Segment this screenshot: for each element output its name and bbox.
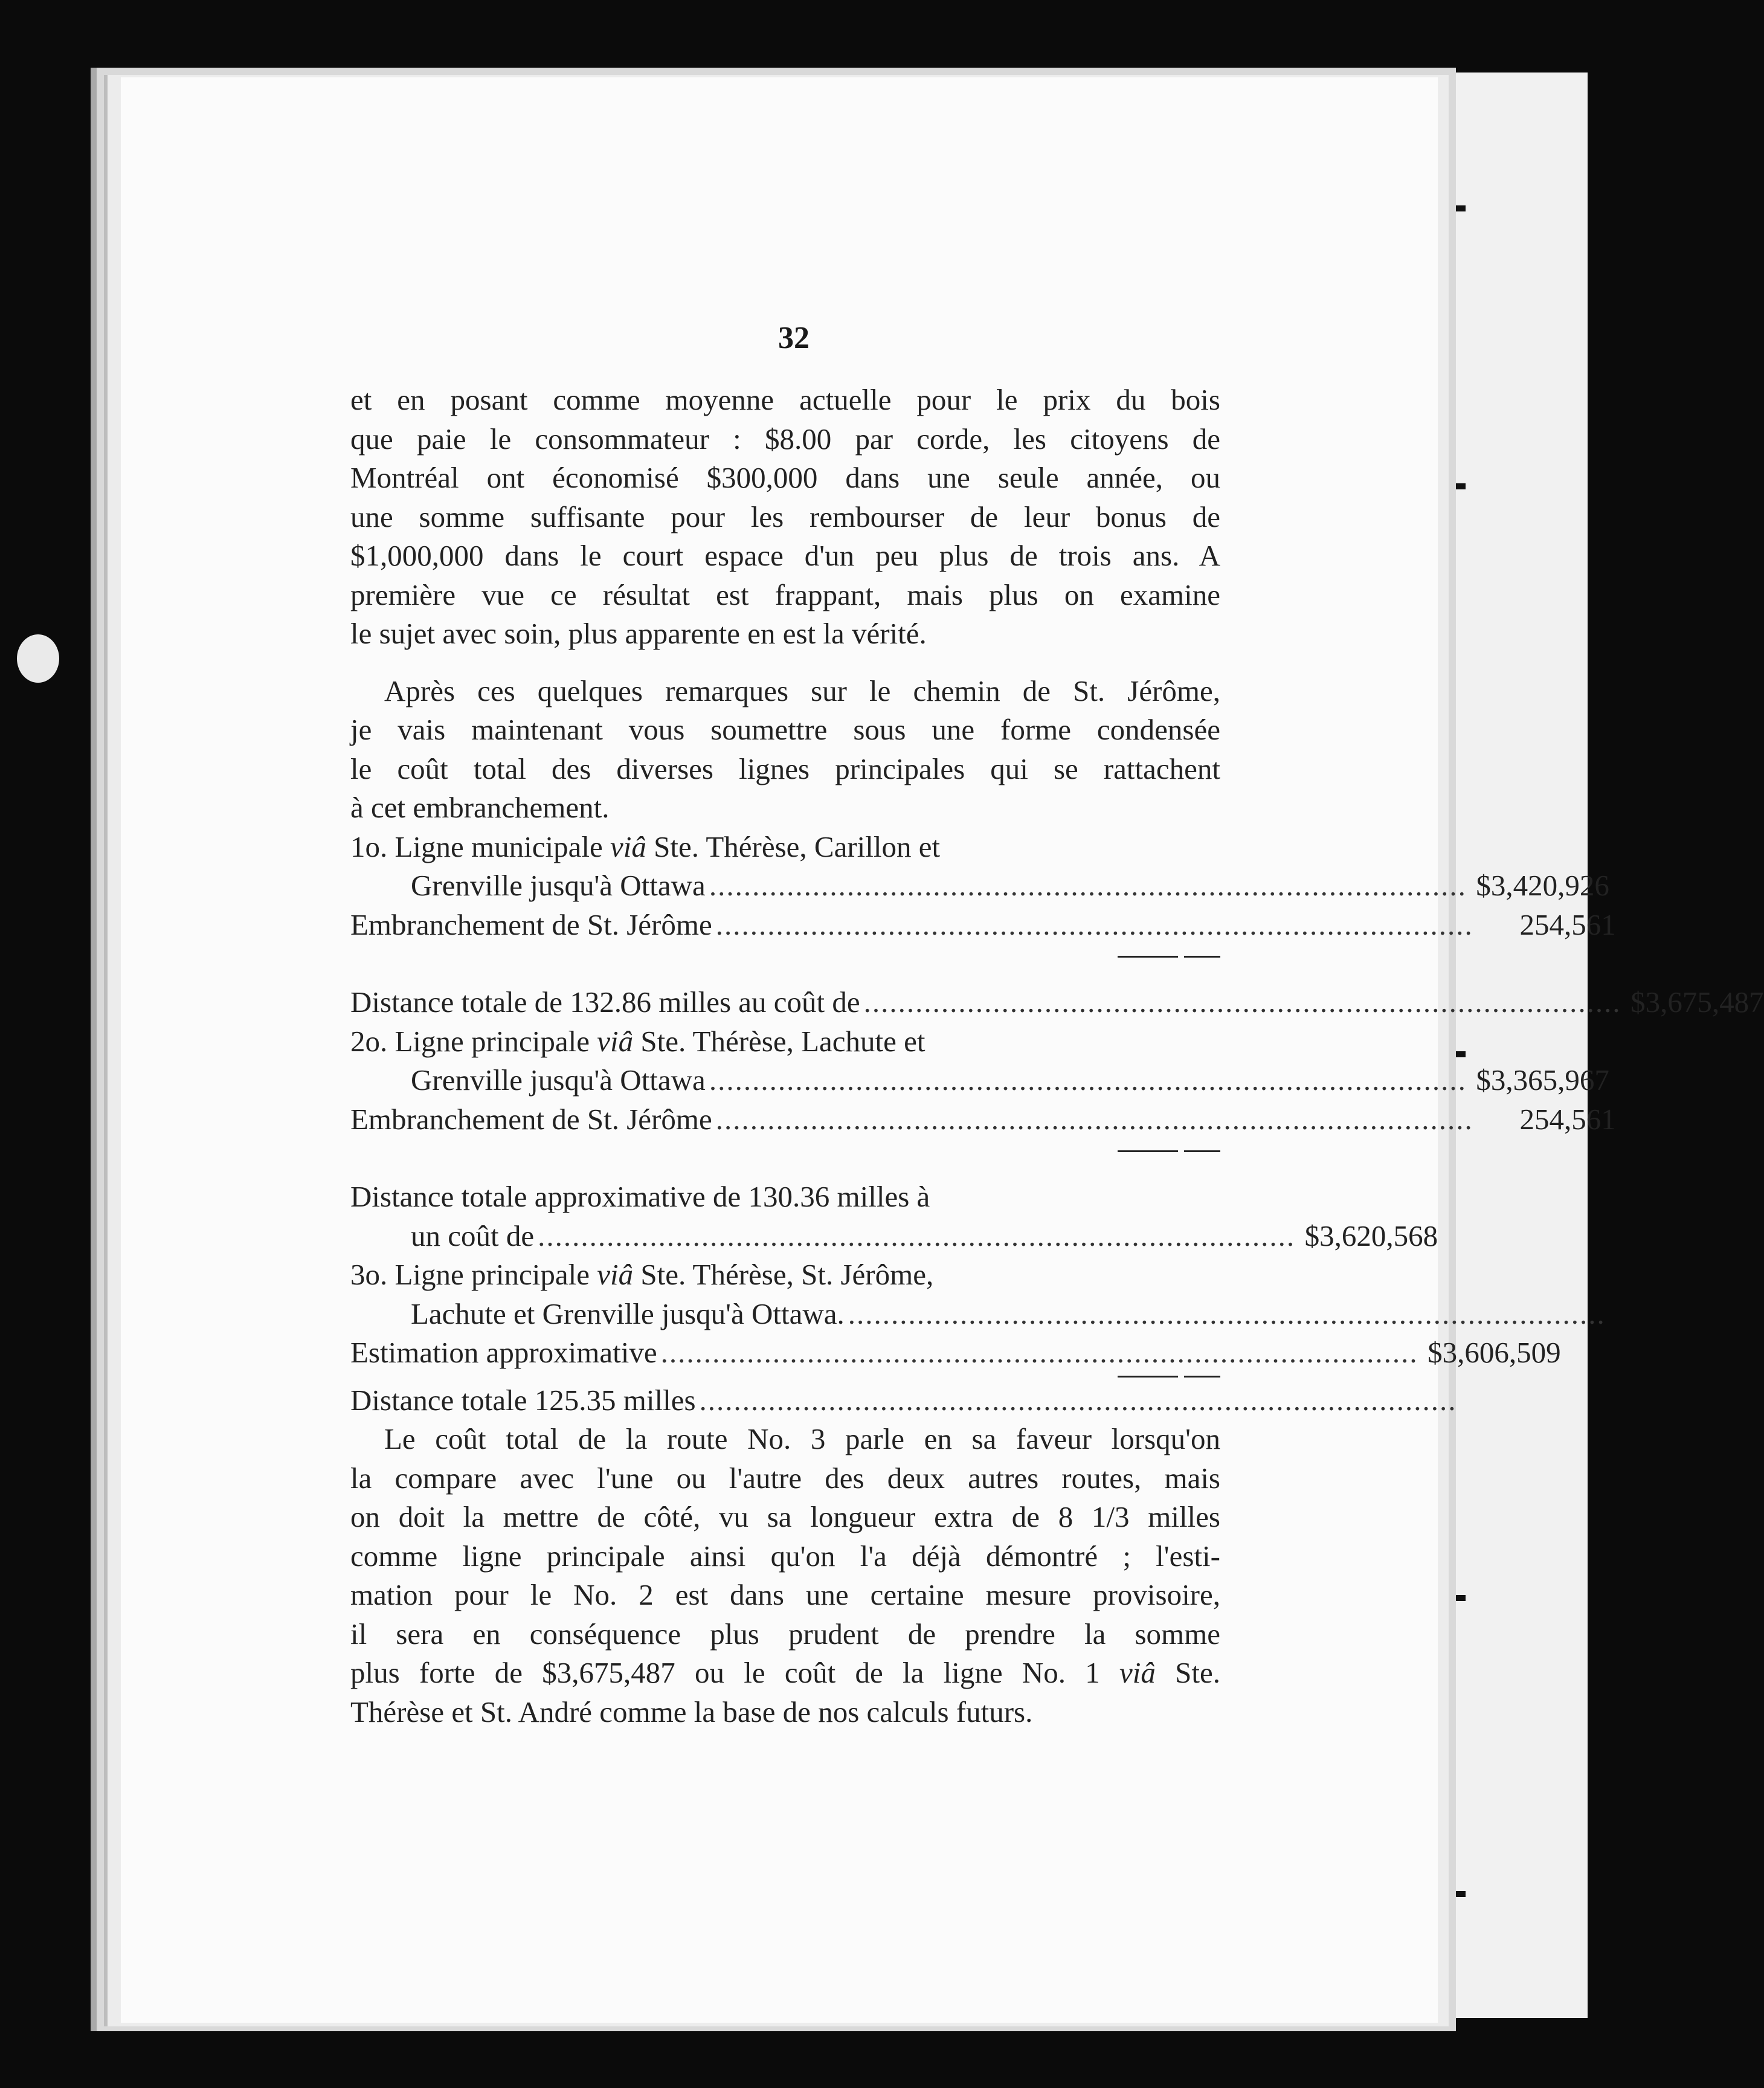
route-3-heading-text: Ste. Thérèse, St. Jérôme, (633, 1258, 934, 1291)
route-1-total (350, 983, 1764, 1022)
route-2-main-line (350, 1061, 1609, 1100)
text-line: et en posant comme moyenne actuelle pour le prix du bois (350, 383, 1220, 416)
page-number: 32 (778, 321, 810, 355)
total-label: un coût de (411, 1219, 535, 1252)
total-amount: $3,620,568 (1304, 1219, 1438, 1252)
row-gap (350, 968, 1220, 983)
text-line: on doit la mettre de côté, vu sa longueur extra de 8 1/3 milles (350, 1500, 1220, 1533)
text-line: $1,000,000 dans le court espace d'un peu plus de trois ans. A (350, 539, 1220, 572)
route-2-heading (350, 1022, 1220, 1062)
total-label: Distance totale de 132.86 milles au coût de (350, 985, 860, 1019)
page-text (350, 381, 1764, 1732)
paper-speck (17, 634, 59, 683)
route-2-branch-line (350, 1100, 1616, 1139)
dot-leader: ........................................................................................ (863, 985, 1621, 1019)
sum-rule (350, 1373, 1220, 1381)
dot-leader: ........................................................................................ (848, 1297, 1606, 1330)
cost-amount: $3,365,967 (1476, 1063, 1609, 1097)
text-line: le coût total des diverses lignes principales qui se rattachent (350, 752, 1220, 785)
text-line: à cet embranchement. (350, 791, 610, 824)
route-1-heading-text: Ste. Thérèse, Carillon et (646, 830, 941, 863)
cost-label: Embranchement de St. Jérôme (350, 1102, 712, 1136)
route-3-heading (350, 1255, 1220, 1295)
route-1-branch-line (350, 906, 1616, 945)
via-word: viâ (610, 830, 646, 863)
text-line: je vais maintenant vous soumettre sous une forme condensée (350, 713, 1220, 746)
text-fragment: Ste. (1155, 1656, 1220, 1689)
via-word: viâ (597, 1258, 634, 1291)
route-1-heading (350, 828, 1220, 867)
intro-paragraph (350, 381, 1220, 654)
cost-label: Grenville jusqu'à Ottawa (411, 1063, 706, 1097)
route-2-total (350, 1217, 1438, 1256)
dot-leader: ........................................................................................ (715, 1102, 1473, 1136)
cost-amount: 254,561 (1519, 1102, 1616, 1136)
route-3-main-line (350, 1295, 1606, 1334)
dot-leader: ........................................................................................ (699, 1383, 1457, 1417)
paragraph-gap (350, 654, 1220, 672)
route-2-total-label: Distance totale approximative de 130.36 milles à (350, 1180, 930, 1213)
text-line (350, 1654, 1220, 1693)
via-word: viâ (1119, 1656, 1156, 1689)
sum-rule (350, 944, 1220, 968)
dot-leader: ........................................................................................ (709, 1063, 1467, 1097)
text-line: comme ligne principale ainsi qu'on l'a déjà démontré ; l'esti- (350, 1539, 1220, 1573)
text-line: Thérèse et St. André comme la base de nos calculs futurs. (350, 1695, 1033, 1729)
cost-amount: $3,420,926 (1476, 869, 1609, 902)
text-line: première vue ce résultat est frappant, mais plus on examine (350, 578, 1220, 611)
cost-amount: $3,606,509 (1428, 1336, 1561, 1369)
dot-leader: ........................................................................................ (709, 869, 1467, 902)
text-line: Le coût total de la route No. 3 parle en sa faveur lorsqu'on (384, 1422, 1220, 1455)
route-3-estimate-line (350, 1333, 1561, 1373)
route-2-heading-text: 2o. Ligne principale (350, 1024, 597, 1058)
text-line: il sera en conséquence plus prudent de prendre la somme (350, 1617, 1220, 1651)
text-line: une somme suffisante pour les rembourser de leur bonus de (350, 500, 1220, 533)
sum-rule (350, 1139, 1220, 1163)
closing-paragraph (350, 1420, 1220, 1732)
cost-amount: 254,561 (1519, 907, 1616, 941)
row-gap (350, 1163, 1220, 1178)
route-3-heading-text: 3o. Ligne principale (350, 1258, 597, 1291)
text-line: que paie le consommateur : $8.00 par corde, les citoyens de (350, 422, 1220, 456)
text-line: Après ces quelques remarques sur le chemin de St. Jérôme, (384, 674, 1220, 707)
via-word: viâ (597, 1024, 634, 1058)
route-2-heading-text: Ste. Thérèse, Lachute et (633, 1024, 925, 1058)
text-line: le sujet avec soin, plus apparente en est la vérité. (350, 617, 927, 650)
text-line: Montréal ont économisé $300,000 dans une seule année, ou (350, 461, 1220, 494)
route-3-total (350, 1381, 1457, 1420)
dot-leader: ........................................................................................ (715, 907, 1473, 941)
cost-label: Embranchement de St. Jérôme (350, 907, 712, 941)
cost-label: Lachute et Grenville jusqu'à Ottawa. (411, 1297, 845, 1330)
total-amount: $3,675,487 (1630, 985, 1764, 1019)
route-1-main-line (350, 866, 1609, 906)
facing-page-edge (1438, 72, 1588, 2018)
total-label: Distance totale 125.35 milles (350, 1383, 696, 1417)
dot-leader: ........................................................................................ (538, 1219, 1296, 1252)
cost-label: Grenville jusqu'à Ottawa (411, 869, 706, 902)
text-line: la compare avec l'une ou l'autre des deux autres routes, mais (350, 1461, 1220, 1495)
text-fragment: plus forte de $3,675,487 ou le coût de la ligne No. 1 (350, 1656, 1119, 1689)
cost-label: Estimation approximative (350, 1336, 657, 1369)
second-paragraph (350, 672, 1220, 828)
route-1-heading-text: 1o. Ligne municipale (350, 830, 610, 863)
dot-leader: ........................................................................................ (660, 1336, 1418, 1369)
text-line: mation pour le No. 2 est dans une certaine mesure provisoire, (350, 1578, 1220, 1611)
cost-table (350, 828, 1764, 1420)
